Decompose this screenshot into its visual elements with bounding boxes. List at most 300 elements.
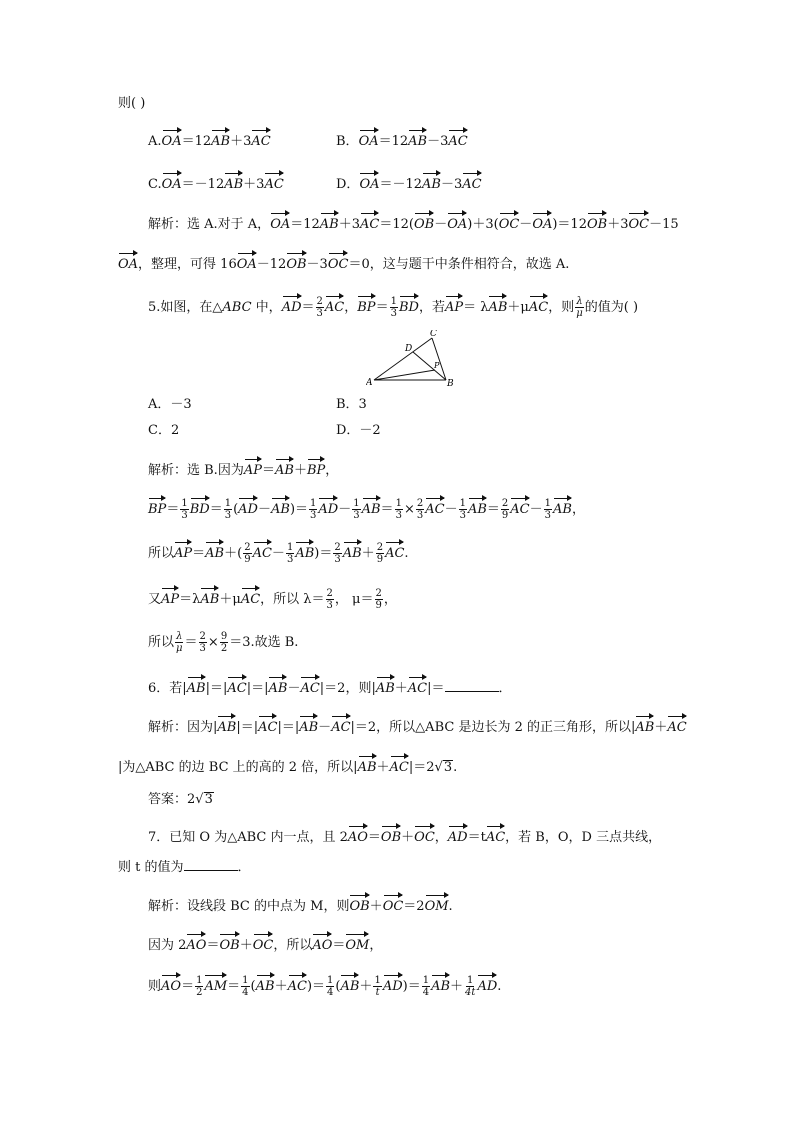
math-token: C. xyxy=(148,177,162,192)
math-token: AP xyxy=(161,586,179,606)
fraction xyxy=(373,975,381,998)
math-token: )＝ xyxy=(314,546,333,561)
math-token: OM xyxy=(345,932,369,952)
solution-5-line-5 xyxy=(148,631,298,654)
solution-5-line-1 xyxy=(148,457,338,481)
math-token: OM xyxy=(425,893,449,913)
math-token: ＋3 xyxy=(243,177,265,192)
fraction xyxy=(316,296,324,319)
math-token: AM xyxy=(204,973,227,993)
math-token: 1 xyxy=(242,975,249,986)
math-token: ． xyxy=(237,860,251,875)
math-token: OC xyxy=(414,824,435,844)
math-token: ＝t xyxy=(467,830,486,845)
math-token: ＝2 xyxy=(403,899,425,914)
math-token: AB xyxy=(431,973,450,993)
fraction xyxy=(326,975,334,998)
math-token: )＝12 xyxy=(552,217,587,232)
math-token: 2 xyxy=(244,542,251,553)
math-token: 2 xyxy=(501,498,509,509)
math-token: 答案：2 xyxy=(148,792,196,807)
math-token: OB xyxy=(349,893,369,913)
math-token: OC xyxy=(628,211,649,231)
fraction xyxy=(544,498,552,521)
math-token: ＝0，这与题干中条件相符合，故选 A. xyxy=(348,257,570,272)
answer-blank xyxy=(445,679,499,692)
math-token: ， xyxy=(344,300,358,315)
math-token: AB xyxy=(217,714,236,734)
fraction xyxy=(241,975,249,998)
math-token: －12 xyxy=(256,257,287,272)
math-token: AP xyxy=(445,294,463,314)
math-token: AC xyxy=(360,211,379,231)
math-token: λ xyxy=(176,631,183,642)
math-token: AB xyxy=(408,128,427,148)
math-token: AC xyxy=(331,714,350,734)
math-token: 则 xyxy=(148,979,162,994)
math-token: 1 xyxy=(422,975,430,986)
math-token: 则 t 的值为 xyxy=(118,860,184,875)
math-token: 3 xyxy=(544,510,552,521)
math-token: . xyxy=(497,979,502,994)
math-token: AB xyxy=(271,496,290,516)
fraction xyxy=(376,542,384,565)
math-token: 中， xyxy=(251,300,282,315)
math-token: AP xyxy=(174,540,192,560)
math-token: OB xyxy=(587,211,607,231)
math-token: ，则 xyxy=(548,300,575,315)
math-token: OB xyxy=(286,251,306,271)
math-token: A. xyxy=(148,134,162,149)
math-token: . xyxy=(448,899,453,914)
math-token: 则( ) xyxy=(118,96,146,111)
math-token: 9 xyxy=(375,600,382,611)
math-token: OC xyxy=(328,251,349,271)
math-token: 1 xyxy=(327,975,334,986)
math-token: AC xyxy=(258,714,277,734)
math-token: AC xyxy=(264,171,283,191)
label-c: C xyxy=(430,330,437,339)
math-token: BD xyxy=(399,294,419,314)
fraction xyxy=(416,498,424,521)
math-token: AB xyxy=(422,171,441,191)
math-token: ＝ xyxy=(375,300,389,315)
math-token: 1 xyxy=(395,498,402,509)
math-token: AC xyxy=(448,128,467,148)
math-token: μ xyxy=(176,643,183,654)
math-token: ＋ xyxy=(654,720,668,735)
math-token: AB xyxy=(635,714,654,734)
math-token: |＝| xyxy=(236,720,259,735)
math-token: ＋ xyxy=(394,681,408,696)
fraction xyxy=(333,542,341,565)
math-token: 3 xyxy=(395,510,402,521)
math-token: ＝ λ xyxy=(463,300,489,315)
math-token: AC xyxy=(408,675,427,695)
math-token: 3 xyxy=(326,600,333,611)
math-token: AC xyxy=(325,294,344,314)
math-token: 2 xyxy=(416,498,424,509)
math-token: ＝ xyxy=(166,502,180,517)
math-token: AD xyxy=(448,824,468,844)
math-token: AD xyxy=(238,496,258,516)
math-token: －3 xyxy=(306,257,328,272)
triangle-figure xyxy=(366,330,462,390)
math-token: － xyxy=(287,681,301,696)
math-token: ，所以 λ＝ xyxy=(260,592,325,607)
label-p: P xyxy=(434,361,440,370)
math-token: AC xyxy=(251,128,270,148)
math-token: － xyxy=(338,502,352,517)
math-token: 3 xyxy=(459,510,466,521)
label-a: A xyxy=(366,378,373,388)
math-token: AB xyxy=(343,540,362,560)
math-token: AO xyxy=(186,932,206,952)
fraction xyxy=(575,296,584,319)
math-token: OB xyxy=(414,211,434,231)
math-token: ，若 xyxy=(418,300,445,315)
math-token: 1 xyxy=(224,498,232,509)
solution-5-line-2 xyxy=(148,496,585,521)
math-token: 所以 xyxy=(148,635,175,650)
math-token: 4 xyxy=(242,987,249,998)
math-token: |为△ABC 的边 BC 上的高的 2 倍，所以| xyxy=(118,760,358,775)
option-b xyxy=(336,128,468,152)
math-token: |＝2，所以△ABC 是边长为 2 的正三角形，所以| xyxy=(350,720,636,735)
math-token: B． xyxy=(336,134,359,149)
math-token: )＋3( xyxy=(467,217,499,232)
fraction xyxy=(224,498,232,521)
math-token: ＋μ xyxy=(219,592,241,607)
math-token: OC xyxy=(383,893,404,913)
math-token: 9 xyxy=(220,631,228,642)
math-token: 1 xyxy=(196,975,203,986)
math-token: ＝12( xyxy=(379,217,414,232)
math-token: ＝－12 xyxy=(181,177,225,192)
math-token: ＋ xyxy=(239,938,253,953)
math-token: 1 xyxy=(181,498,188,509)
math-token: AB xyxy=(295,540,314,560)
math-token: OA xyxy=(237,251,257,271)
math-token: －3 xyxy=(427,134,449,149)
solution-4-line-1 xyxy=(148,211,679,235)
math-token: 4 xyxy=(422,987,430,998)
math-token: ( xyxy=(250,979,256,994)
math-token: |＝ xyxy=(427,681,445,696)
math-token: 2 xyxy=(196,987,203,998)
math-token: ＝－12 xyxy=(379,177,423,192)
math-token: － xyxy=(318,720,332,735)
math-token: ， xyxy=(369,938,383,953)
math-token: ． xyxy=(498,681,512,696)
fraction xyxy=(309,498,317,521)
math-token: 1 xyxy=(353,498,360,509)
math-token: 2 xyxy=(375,588,382,599)
math-token: －3 xyxy=(440,177,463,192)
question-6 xyxy=(148,675,512,699)
math-token: AB xyxy=(268,675,287,695)
math-token: 2 xyxy=(334,542,341,553)
math-token: OB xyxy=(219,932,239,952)
math-token: AB xyxy=(320,211,339,231)
math-token: AC xyxy=(288,973,307,993)
math-token: ＝ xyxy=(209,502,223,517)
math-token: ， μ＝ xyxy=(334,592,374,607)
math-token: ＋3 xyxy=(338,217,361,232)
math-token: 1 xyxy=(467,975,474,986)
math-token: OA xyxy=(118,251,138,271)
math-token: BD xyxy=(190,496,210,516)
math-token: OA xyxy=(447,211,467,231)
fraction xyxy=(199,631,207,654)
math-token: 2 xyxy=(376,542,384,553)
math-token: . xyxy=(453,760,458,775)
fraction xyxy=(220,631,228,654)
solution-6-line-2: |为△ABC 的边 BC 上的高的 2 倍，所以|AB＋AC|＝2√3. xyxy=(118,754,457,778)
fraction xyxy=(352,498,360,521)
math-token: D． xyxy=(336,177,360,192)
math-token: ＝ xyxy=(184,635,198,650)
math-token: BP xyxy=(307,457,325,477)
math-token: 又 xyxy=(148,592,162,607)
math-token: － xyxy=(519,217,533,232)
math-token: ( xyxy=(335,979,341,994)
math-token: ＋3 xyxy=(230,134,252,149)
option-a xyxy=(148,128,271,152)
math-token: ＝ xyxy=(206,938,220,953)
fraction xyxy=(243,542,251,565)
math-token: AD xyxy=(282,294,302,314)
math-token: ( xyxy=(233,502,239,517)
option-c xyxy=(148,171,284,195)
math-token: |＝| xyxy=(205,681,228,696)
math-token: OC xyxy=(499,211,520,231)
math-token: ＋3 xyxy=(607,217,629,232)
math-token: 9 xyxy=(501,510,509,521)
math-token: AC xyxy=(253,540,272,560)
math-token: AD xyxy=(383,973,403,993)
math-token: 6．若| xyxy=(148,681,187,696)
math-token: － xyxy=(257,502,271,517)
math-token: 1 xyxy=(374,975,381,986)
math-token: AB xyxy=(275,457,294,477)
math-token: AD xyxy=(318,496,338,516)
math-token: AB xyxy=(211,128,230,148)
math-token: ＋ xyxy=(293,463,307,478)
math-token: 2 xyxy=(220,643,228,654)
math-token: 3 xyxy=(416,510,424,521)
math-token: 1 xyxy=(544,498,552,509)
math-token: 1 xyxy=(390,296,397,307)
math-token: 9 xyxy=(244,554,251,565)
math-token: 解析：因为| xyxy=(148,720,218,735)
fraction xyxy=(195,975,203,998)
option-d xyxy=(336,171,482,195)
math-token: |＝2，则| xyxy=(319,681,376,696)
math-token: ＝ xyxy=(181,979,195,994)
math-token: 5.如图，在△ xyxy=(148,300,223,315)
math-token: t xyxy=(375,987,380,998)
math-token: － xyxy=(271,546,285,561)
question-7 xyxy=(148,824,661,848)
math-token: ＝ xyxy=(261,463,275,478)
solution-6-line-1 xyxy=(148,714,687,738)
answer-6: 答案：2√3 xyxy=(148,792,213,807)
math-token: 的值为( ) xyxy=(584,300,639,315)
math-token: OC xyxy=(253,932,274,952)
math-token: 4 xyxy=(327,987,334,998)
math-token: ，若 B，O，D 三点共线， xyxy=(505,830,662,845)
segment-ap xyxy=(374,370,435,380)
math-token: OA xyxy=(532,211,552,231)
math-token: 9 xyxy=(376,554,384,565)
math-token: D．－2 xyxy=(336,423,381,438)
math-token: 4t xyxy=(465,987,476,998)
math-token: B．3 xyxy=(336,397,367,412)
math-token: 2 xyxy=(199,631,206,642)
fraction xyxy=(326,588,334,611)
math-token: AC xyxy=(390,754,409,774)
question-5 xyxy=(148,294,638,319)
math-token: 2 xyxy=(326,588,333,599)
math-token: AC xyxy=(227,675,246,695)
math-token: AB xyxy=(488,294,507,314)
math-token: AO xyxy=(161,973,181,993)
math-token: AB xyxy=(358,754,377,774)
math-token: × xyxy=(403,502,415,517)
math-token: AB xyxy=(256,973,275,993)
math-token: λ xyxy=(576,296,583,307)
math-token: ，所以 xyxy=(273,938,313,953)
answer-blank xyxy=(184,858,238,871)
math-token: 3 xyxy=(224,510,232,521)
math-token: BP xyxy=(148,496,166,516)
math-token: ＋ xyxy=(369,899,383,914)
solution-7-line-1 xyxy=(148,893,453,917)
math-token: 1 xyxy=(286,542,294,553)
math-token: ＋( xyxy=(224,546,243,561)
option-5d xyxy=(336,421,381,441)
math-token: ， xyxy=(571,502,585,517)
math-token: AC xyxy=(667,714,686,734)
math-token: . xyxy=(404,546,409,561)
math-token: 1 xyxy=(310,498,317,509)
math-token: )＝ xyxy=(306,979,326,994)
solution-5-line-4 xyxy=(148,586,397,611)
math-token: － xyxy=(529,502,543,517)
math-token: ＋ xyxy=(359,979,373,994)
math-token: AB xyxy=(340,973,359,993)
solution-4-line-2 xyxy=(118,251,569,275)
solution-7-line-2 xyxy=(148,932,382,956)
math-token: AC xyxy=(529,294,548,314)
math-token: AD xyxy=(477,973,497,993)
math-token: OA xyxy=(270,211,290,231)
math-token: OA xyxy=(359,171,379,191)
option-5c xyxy=(148,421,179,441)
math-token: AB xyxy=(200,586,219,606)
math-token: AB xyxy=(468,496,487,516)
math-token: 3 xyxy=(181,510,188,521)
math-token: － xyxy=(434,217,448,232)
math-token: OA xyxy=(359,128,379,148)
math-token: AB xyxy=(205,540,224,560)
math-token: 解析：选 B.因为 xyxy=(148,463,244,478)
math-token: |＝| xyxy=(246,681,269,696)
option-5a xyxy=(148,395,192,415)
math-token: －15 xyxy=(649,217,679,232)
math-token: 3 xyxy=(390,308,397,319)
math-token: × xyxy=(207,635,219,650)
math-token: 3 xyxy=(199,643,206,654)
math-token: AB xyxy=(224,171,243,191)
math-token: ＋ xyxy=(361,546,375,561)
math-token: C．2 xyxy=(148,423,180,438)
math-token: 3 xyxy=(204,792,213,807)
fraction xyxy=(175,631,184,654)
math-token: AB xyxy=(299,714,318,734)
fraction xyxy=(395,498,403,521)
math-token: 解析：选 A.对于 A， xyxy=(148,217,271,232)
math-token: ，整理，可得 16 xyxy=(138,257,237,272)
math-token: ABC xyxy=(222,300,252,315)
math-token: AC xyxy=(300,675,319,695)
math-token: AB xyxy=(376,675,395,695)
math-token: AC xyxy=(486,824,505,844)
math-token: ＋ xyxy=(376,760,390,775)
fraction xyxy=(180,498,188,521)
question-tail xyxy=(118,94,145,114)
math-token: ＋ xyxy=(450,979,464,994)
math-token: ＋μ xyxy=(507,300,529,315)
math-token: 3 xyxy=(443,760,453,775)
question-7-line-2 xyxy=(118,858,251,878)
fraction xyxy=(501,498,509,521)
math-token: AC xyxy=(425,496,444,516)
math-token: ， xyxy=(383,592,397,607)
math-token: A．－3 xyxy=(148,397,192,412)
fraction xyxy=(375,588,383,611)
math-token: ＝12 xyxy=(181,134,212,149)
math-token: ＝ xyxy=(227,979,241,994)
math-token: 3 xyxy=(316,308,323,319)
math-token: ＝ xyxy=(380,502,394,517)
math-token: AB xyxy=(187,675,206,695)
math-token: ＝12 xyxy=(378,134,409,149)
fraction xyxy=(459,498,467,521)
math-token: ＝ xyxy=(332,938,346,953)
math-token: BP xyxy=(357,294,375,314)
math-token: OB xyxy=(381,824,401,844)
math-token: |＝2 xyxy=(408,760,435,775)
math-token: AB xyxy=(553,496,572,516)
solution-7-line-3 xyxy=(148,973,501,998)
math-token: AO xyxy=(312,932,332,952)
math-token: ＝12 xyxy=(290,217,320,232)
label-b: B xyxy=(447,379,454,389)
math-token: ＝ xyxy=(301,300,315,315)
math-token: 3 xyxy=(353,510,360,521)
side-ac xyxy=(374,338,432,380)
math-token: AC xyxy=(462,171,481,191)
math-token: 2 xyxy=(316,296,323,307)
label-d: D xyxy=(405,344,413,354)
math-token: AC xyxy=(510,496,529,516)
math-token: AO xyxy=(348,824,368,844)
option-5b xyxy=(336,395,367,415)
math-token: |＝| xyxy=(277,720,300,735)
math-token: AC xyxy=(241,586,260,606)
